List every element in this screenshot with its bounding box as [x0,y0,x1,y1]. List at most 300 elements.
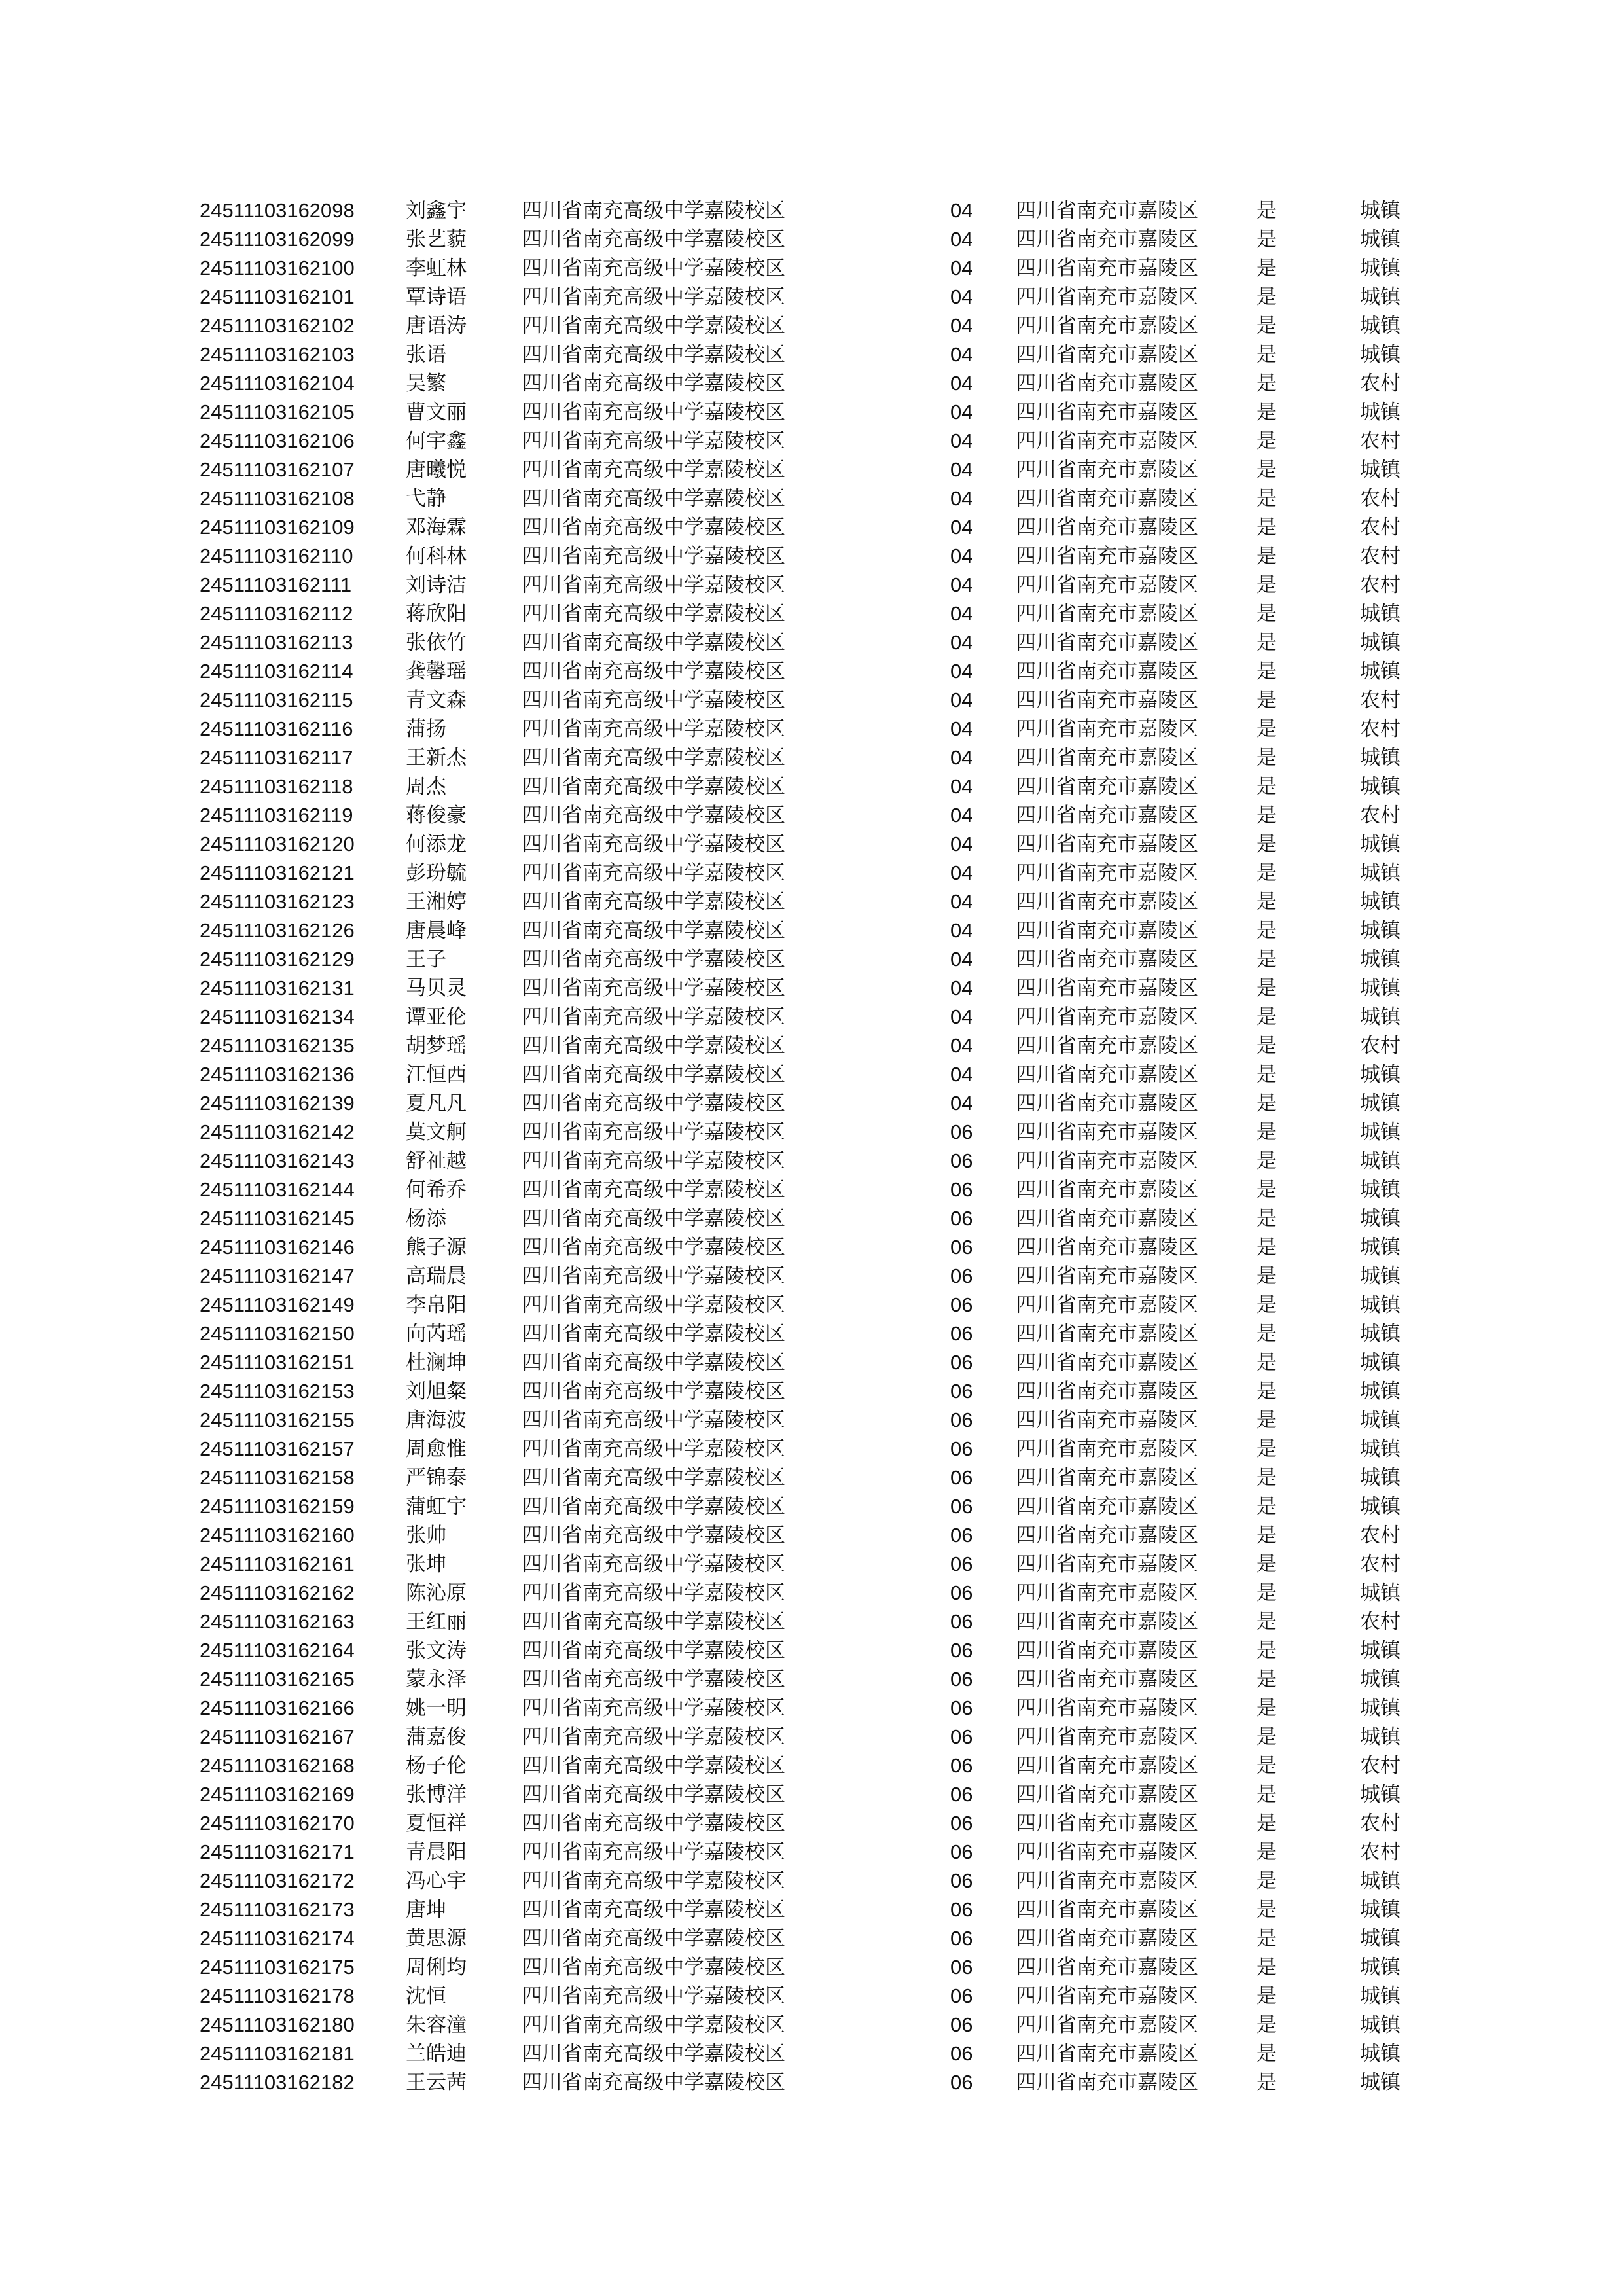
eligibility-flag-cell: 是 [1257,1293,1277,1317]
student-id-cell: 24511103162099 [200,228,355,251]
table-row [0,2039,1623,2068]
student-name-cell: 刘旭粲 [406,1380,467,1403]
class-code-cell: 04 [950,1005,973,1028]
class-code-cell: 04 [950,401,973,423]
school-name-cell: 四川省南充高级中学嘉陵校区 [522,257,785,280]
region-cell: 四川省南充市嘉陵区 [1016,1869,1198,1893]
school-name-cell: 四川省南充高级中学嘉陵校区 [522,689,785,712]
student-name-cell: 蒋俊豪 [406,804,467,827]
student-name-cell: 何宇鑫 [406,429,467,453]
student-name-cell: 夏恒祥 [406,1812,467,1835]
student-id-cell: 24511103162162 [200,1581,355,1604]
eligibility-flag-cell: 是 [1257,804,1277,827]
school-name-cell: 四川省南充高级中学嘉陵校区 [522,2013,785,2037]
student-id-cell: 24511103162172 [200,1869,355,1892]
region-cell: 四川省南充市嘉陵区 [1016,717,1198,741]
region-cell: 四川省南充市嘉陵区 [1016,1610,1198,1634]
class-code-cell: 06 [950,1236,973,1259]
class-code-cell: 06 [950,2013,973,2036]
school-name-cell: 四川省南充高级中学嘉陵校区 [522,1610,785,1634]
student-id-cell: 24511103162142 [200,1121,355,1143]
school-name-cell: 四川省南充高级中学嘉陵校区 [522,228,785,251]
region-cell: 四川省南充市嘉陵区 [1016,1639,1198,1662]
table-row [0,340,1623,369]
student-id-cell: 24511103162131 [200,977,355,999]
student-id-cell: 24511103162173 [200,1898,355,1921]
region-cell: 四川省南充市嘉陵区 [1016,1178,1198,1202]
student-name-cell: 王新杰 [406,746,467,770]
region-cell: 四川省南充市嘉陵区 [1016,1725,1198,1749]
table-row [0,283,1623,312]
class-code-cell: 06 [950,1927,973,1950]
eligibility-flag-cell: 是 [1257,487,1277,511]
student-name-cell: 王红丽 [406,1610,467,1634]
student-name-cell: 王湘婷 [406,890,467,914]
student-id-cell: 24511103162153 [200,1380,355,1403]
student-id-cell: 24511103162115 [200,689,353,711]
school-name-cell: 四川省南充高级中学嘉陵校区 [522,1178,785,1202]
class-code-cell: 04 [950,228,973,251]
table-row [0,830,1623,859]
school-name-cell: 四川省南充高级中学嘉陵校区 [522,746,785,770]
table-row [0,657,1623,686]
student-id-cell: 24511103162112 [200,602,353,625]
class-code-cell: 06 [950,1380,973,1403]
class-code-cell: 04 [950,343,973,366]
student-id-cell: 24511103162159 [200,1495,355,1518]
household-type-cell: 农村 [1360,1610,1400,1634]
class-code-cell: 04 [950,199,973,222]
region-cell: 四川省南充市嘉陵区 [1016,573,1198,597]
school-name-cell: 四川省南充高级中学嘉陵校区 [522,1581,785,1605]
student-name-cell: 何添龙 [406,833,467,856]
school-name-cell: 四川省南充高级中学嘉陵校区 [522,372,785,395]
school-name-cell: 四川省南充高级中学嘉陵校区 [522,1840,785,1864]
school-name-cell: 四川省南充高级中学嘉陵校区 [522,401,785,424]
eligibility-flag-cell: 是 [1257,314,1277,338]
eligibility-flag-cell: 是 [1257,285,1277,309]
region-cell: 四川省南充市嘉陵区 [1016,2071,1198,2094]
eligibility-flag-cell: 是 [1257,1783,1277,1806]
school-name-cell: 四川省南充高级中学嘉陵校区 [522,1898,785,1922]
class-code-cell: 04 [950,804,973,827]
student-name-cell: 唐坤 [406,1898,446,1922]
student-id-cell: 24511103162167 [200,1725,355,1748]
student-name-cell: 李帛阳 [406,1293,467,1317]
region-cell: 四川省南充市嘉陵区 [1016,1265,1198,1288]
table-row [0,1003,1623,1031]
student-name-cell: 唐语涛 [406,314,467,338]
class-code-cell: 06 [950,1869,973,1892]
household-type-cell: 城镇 [1360,458,1400,482]
eligibility-flag-cell: 是 [1257,1956,1277,1979]
student-name-cell: 张帅 [406,1524,446,1547]
eligibility-flag-cell: 是 [1257,228,1277,251]
student-id-cell: 24511103162168 [200,1754,355,1777]
student-id-cell: 24511103162146 [200,1236,355,1259]
student-id-cell: 24511103162155 [200,1408,355,1431]
student-id-cell: 24511103162100 [200,257,355,279]
region-cell: 四川省南充市嘉陵区 [1016,1898,1198,1922]
eligibility-flag-cell: 是 [1257,1265,1277,1288]
student-name-cell: 张坤 [406,1552,446,1576]
table-row [0,1406,1623,1435]
student-name-cell: 兰皓迪 [406,2042,467,2066]
student-name-cell: 唐晨峰 [406,919,467,942]
student-id-cell: 24511103162157 [200,1437,355,1460]
eligibility-flag-cell: 是 [1257,1668,1277,1691]
student-name-cell: 唐曦悦 [406,458,467,482]
household-type-cell: 城镇 [1360,1149,1400,1173]
student-name-cell: 邓海霖 [406,516,467,539]
school-name-cell: 四川省南充高级中学嘉陵校区 [522,285,785,309]
table-row [0,1031,1623,1060]
school-name-cell: 四川省南充高级中学嘉陵校区 [522,1121,785,1144]
school-name-cell: 四川省南充高级中学嘉陵校区 [522,890,785,914]
household-type-cell: 城镇 [1360,1063,1400,1086]
table-row [0,1751,1623,1780]
household-type-cell: 城镇 [1360,977,1400,1000]
household-type-cell: 城镇 [1360,1293,1400,1317]
household-type-cell: 城镇 [1360,1466,1400,1490]
table-row [0,859,1623,888]
student-id-cell: 24511103162181 [200,2042,355,2065]
student-name-cell: 朱容潼 [406,2013,467,2037]
school-name-cell: 四川省南充高级中学嘉陵校区 [522,314,785,338]
eligibility-flag-cell: 是 [1257,1869,1277,1893]
class-code-cell: 06 [950,1524,973,1547]
table-row [0,1780,1623,1809]
student-name-cell: 谭亚伦 [406,1005,467,1029]
school-name-cell: 四川省南充高级中学嘉陵校区 [522,1063,785,1086]
student-name-cell: 青晨阳 [406,1840,467,1864]
student-name-cell: 彭玢毓 [406,861,467,885]
table-row [0,1118,1623,1147]
region-cell: 四川省南充市嘉陵区 [1016,1437,1198,1461]
household-type-cell: 城镇 [1360,1178,1400,1202]
region-cell: 四川省南充市嘉陵区 [1016,833,1198,856]
school-name-cell: 四川省南充高级中学嘉陵校区 [522,1725,785,1749]
household-type-cell: 城镇 [1360,1408,1400,1432]
eligibility-flag-cell: 是 [1257,775,1277,798]
table-row [0,1924,1623,1953]
household-type-cell: 农村 [1360,1524,1400,1547]
table-row [0,1233,1623,1262]
student-id-cell: 24511103162114 [200,660,353,683]
region-cell: 四川省南充市嘉陵区 [1016,1207,1198,1230]
region-cell: 四川省南充市嘉陵区 [1016,1408,1198,1432]
eligibility-flag-cell: 是 [1257,516,1277,539]
table-row [0,398,1623,427]
eligibility-flag-cell: 是 [1257,458,1277,482]
school-name-cell: 四川省南充高级中学嘉陵校区 [522,1207,785,1230]
student-name-cell: 何希乔 [406,1178,467,1202]
class-code-cell: 06 [950,1149,973,1172]
eligibility-flag-cell: 是 [1257,1437,1277,1461]
region-cell: 四川省南充市嘉陵区 [1016,1812,1198,1835]
region-cell: 四川省南充市嘉陵区 [1016,228,1198,251]
eligibility-flag-cell: 是 [1257,1754,1277,1778]
student-id-cell: 24511103162119 [200,804,353,827]
class-code-cell: 06 [950,1639,973,1662]
household-type-cell: 城镇 [1360,833,1400,856]
class-code-cell: 06 [950,1725,973,1748]
class-code-cell: 04 [950,919,973,942]
table-row [0,1694,1623,1723]
class-code-cell: 04 [950,948,973,971]
eligibility-flag-cell: 是 [1257,1927,1277,1950]
region-cell: 四川省南充市嘉陵区 [1016,689,1198,712]
class-code-cell: 04 [950,1092,973,1115]
region-cell: 四川省南充市嘉陵区 [1016,775,1198,798]
eligibility-flag-cell: 是 [1257,977,1277,1000]
household-type-cell: 城镇 [1360,1898,1400,1922]
student-id-cell: 24511103162116 [200,717,353,740]
school-name-cell: 四川省南充高级中学嘉陵校区 [522,977,785,1000]
household-type-cell: 农村 [1360,372,1400,395]
household-type-cell: 农村 [1360,516,1400,539]
eligibility-flag-cell: 是 [1257,602,1277,626]
table-row [0,1607,1623,1636]
student-name-cell: 王云茜 [406,2071,467,2094]
class-code-cell: 06 [950,2071,973,2094]
class-code-cell: 04 [950,861,973,884]
class-code-cell: 04 [950,516,973,539]
region-cell: 四川省南充市嘉陵区 [1016,1351,1198,1374]
household-type-cell: 城镇 [1360,1956,1400,1979]
class-code-cell: 06 [950,1812,973,1835]
eligibility-flag-cell: 是 [1257,1495,1277,1518]
class-code-cell: 04 [950,833,973,855]
table-row [0,427,1623,456]
table-row [0,888,1623,916]
student-name-cell: 杜澜坤 [406,1351,467,1374]
student-id-cell: 24511103162174 [200,1927,355,1950]
household-type-cell: 城镇 [1360,1696,1400,1720]
class-code-cell: 06 [950,1207,973,1230]
student-name-cell: 张博洋 [406,1783,467,1806]
class-code-cell: 06 [950,1956,973,1979]
household-type-cell: 农村 [1360,689,1400,712]
region-cell: 四川省南充市嘉陵区 [1016,372,1198,395]
student-id-cell: 24511103162126 [200,919,355,942]
table-row [0,628,1623,657]
class-code-cell: 06 [950,1696,973,1719]
student-id-cell: 24511103162158 [200,1466,355,1489]
table-row [0,1492,1623,1521]
student-name-cell: 姚一明 [406,1696,467,1720]
school-name-cell: 四川省南充高级中学嘉陵校区 [522,487,785,511]
student-id-cell: 24511103162117 [200,746,353,769]
eligibility-flag-cell: 是 [1257,1034,1277,1058]
eligibility-flag-cell: 是 [1257,257,1277,280]
household-type-cell: 城镇 [1360,199,1400,223]
region-cell: 四川省南充市嘉陵区 [1016,1293,1198,1317]
eligibility-flag-cell: 是 [1257,1840,1277,1864]
household-type-cell: 城镇 [1360,890,1400,914]
region-cell: 四川省南充市嘉陵区 [1016,746,1198,770]
household-type-cell: 城镇 [1360,948,1400,971]
household-type-cell: 农村 [1360,1552,1400,1576]
household-type-cell: 农村 [1360,717,1400,741]
table-row [0,1463,1623,1492]
region-cell: 四川省南充市嘉陵区 [1016,199,1198,223]
student-id-cell: 24511103162129 [200,948,355,971]
class-code-cell: 06 [950,1610,973,1633]
eligibility-flag-cell: 是 [1257,372,1277,395]
table-row [0,1262,1623,1291]
student-id-cell: 24511103162160 [200,1524,355,1547]
eligibility-flag-cell: 是 [1257,429,1277,453]
table-row [0,945,1623,974]
eligibility-flag-cell: 是 [1257,2071,1277,2094]
table-row [0,1809,1623,1838]
table-row [0,1147,1623,1175]
eligibility-flag-cell: 是 [1257,1178,1277,1202]
school-name-cell: 四川省南充高级中学嘉陵校区 [522,1696,785,1720]
region-cell: 四川省南充市嘉陵区 [1016,1322,1198,1346]
class-code-cell: 06 [950,1840,973,1863]
school-name-cell: 四川省南充高级中学嘉陵校区 [522,1783,785,1806]
school-name-cell: 四川省南充高级中学嘉陵校区 [522,1668,785,1691]
table-row [0,312,1623,340]
eligibility-flag-cell: 是 [1257,1380,1277,1403]
student-name-cell: 蒲扬 [406,717,446,741]
school-name-cell: 四川省南充高级中学嘉陵校区 [522,343,785,367]
class-code-cell: 04 [950,545,973,567]
table-row [0,225,1623,254]
student-name-cell: 龚馨瑶 [406,660,467,683]
household-type-cell: 农村 [1360,1754,1400,1778]
eligibility-flag-cell: 是 [1257,1149,1277,1173]
school-name-cell: 四川省南充高级中学嘉陵校区 [522,573,785,597]
eligibility-flag-cell: 是 [1257,660,1277,683]
table-row [0,1982,1623,2011]
student-id-cell: 24511103162171 [200,1840,355,1863]
region-cell: 四川省南充市嘉陵区 [1016,257,1198,280]
region-cell: 四川省南充市嘉陵区 [1016,285,1198,309]
student-id-cell: 24511103162169 [200,1783,355,1806]
region-cell: 四川省南充市嘉陵区 [1016,1495,1198,1518]
table-row [0,1175,1623,1204]
class-code-cell: 06 [950,1322,973,1345]
region-cell: 四川省南充市嘉陵区 [1016,1668,1198,1691]
class-code-cell: 06 [950,1581,973,1604]
class-code-cell: 06 [950,1898,973,1921]
school-name-cell: 四川省南充高级中学嘉陵校区 [522,1466,785,1490]
household-type-cell: 城镇 [1360,228,1400,251]
student-name-cell: 沈恒 [406,1984,446,2008]
household-type-cell: 城镇 [1360,1869,1400,1893]
student-name-cell: 熊子源 [406,1236,467,1259]
class-code-cell: 04 [950,429,973,452]
student-name-cell: 蒲虹宇 [406,1495,467,1518]
region-cell: 四川省南充市嘉陵区 [1016,343,1198,367]
class-code-cell: 04 [950,257,973,279]
table-row [0,1723,1623,1751]
eligibility-flag-cell: 是 [1257,1408,1277,1432]
region-cell: 四川省南充市嘉陵区 [1016,631,1198,655]
household-type-cell: 农村 [1360,1812,1400,1835]
eligibility-flag-cell: 是 [1257,1552,1277,1576]
student-name-cell: 胡梦瑶 [406,1034,467,1058]
student-name-cell: 舒祉越 [406,1149,467,1173]
school-name-cell: 四川省南充高级中学嘉陵校区 [522,804,785,827]
school-name-cell: 四川省南充高级中学嘉陵校区 [522,1812,785,1835]
school-name-cell: 四川省南充高级中学嘉陵校区 [522,2071,785,2094]
table-row [0,1348,1623,1377]
eligibility-flag-cell: 是 [1257,545,1277,568]
student-name-cell: 周愈惟 [406,1437,467,1461]
region-cell: 四川省南充市嘉陵区 [1016,660,1198,683]
school-name-cell: 四川省南充高级中学嘉陵校区 [522,1351,785,1374]
household-type-cell: 城镇 [1360,2071,1400,2094]
class-code-cell: 04 [950,775,973,798]
student-id-cell: 24511103162102 [200,314,355,337]
student-name-cell: 弋静 [406,487,446,511]
eligibility-flag-cell: 是 [1257,2042,1277,2066]
region-cell: 四川省南充市嘉陵区 [1016,1783,1198,1806]
student-name-cell: 黄思源 [406,1927,467,1950]
student-name-cell: 马贝灵 [406,977,467,1000]
student-id-cell: 24511103162145 [200,1207,355,1230]
household-type-cell: 城镇 [1360,257,1400,280]
region-cell: 四川省南充市嘉陵区 [1016,1236,1198,1259]
school-name-cell: 四川省南充高级中学嘉陵校区 [522,1092,785,1115]
student-id-cell: 24511103162164 [200,1639,355,1662]
table-row [0,1838,1623,1867]
student-id-cell: 24511103162103 [200,343,355,366]
region-cell: 四川省南充市嘉陵区 [1016,948,1198,971]
student-name-cell: 蒋欣阳 [406,602,467,626]
class-code-cell: 06 [950,1495,973,1518]
household-type-cell: 城镇 [1360,2042,1400,2066]
region-cell: 四川省南充市嘉陵区 [1016,804,1198,827]
table-row [0,1377,1623,1406]
student-id-cell: 24511103162151 [200,1351,355,1374]
eligibility-flag-cell: 是 [1257,1610,1277,1634]
table-row [0,1665,1623,1694]
household-type-cell: 城镇 [1360,1005,1400,1029]
school-name-cell: 四川省南充高级中学嘉陵校区 [522,458,785,482]
table-row [0,1204,1623,1233]
class-code-cell: 06 [950,1783,973,1806]
eligibility-flag-cell: 是 [1257,1351,1277,1374]
student-name-cell: 莫文舸 [406,1121,467,1144]
student-name-cell: 向芮瑶 [406,1322,467,1346]
student-id-cell: 24511103162139 [200,1092,355,1115]
class-code-cell: 04 [950,660,973,683]
student-name-cell: 张文涛 [406,1639,467,1662]
student-id-cell: 24511103162104 [200,372,355,395]
student-name-cell: 冯心宇 [406,1869,467,1893]
table-row [0,2011,1623,2039]
class-code-cell: 06 [950,2042,973,2065]
household-type-cell: 农村 [1360,487,1400,511]
student-id-cell: 24511103162105 [200,401,355,423]
table-row [0,686,1623,715]
school-name-cell: 四川省南充高级中学嘉陵校区 [522,1034,785,1058]
student-name-cell: 张艺藐 [406,228,467,251]
student-id-cell: 24511103162166 [200,1696,355,1719]
school-name-cell: 四川省南充高级中学嘉陵校区 [522,1380,785,1403]
table-row [0,1579,1623,1607]
household-type-cell: 农村 [1360,573,1400,597]
school-name-cell: 四川省南充高级中学嘉陵校区 [522,1552,785,1576]
household-type-cell: 城镇 [1360,1984,1400,2008]
household-type-cell: 城镇 [1360,1639,1400,1662]
eligibility-flag-cell: 是 [1257,199,1277,223]
